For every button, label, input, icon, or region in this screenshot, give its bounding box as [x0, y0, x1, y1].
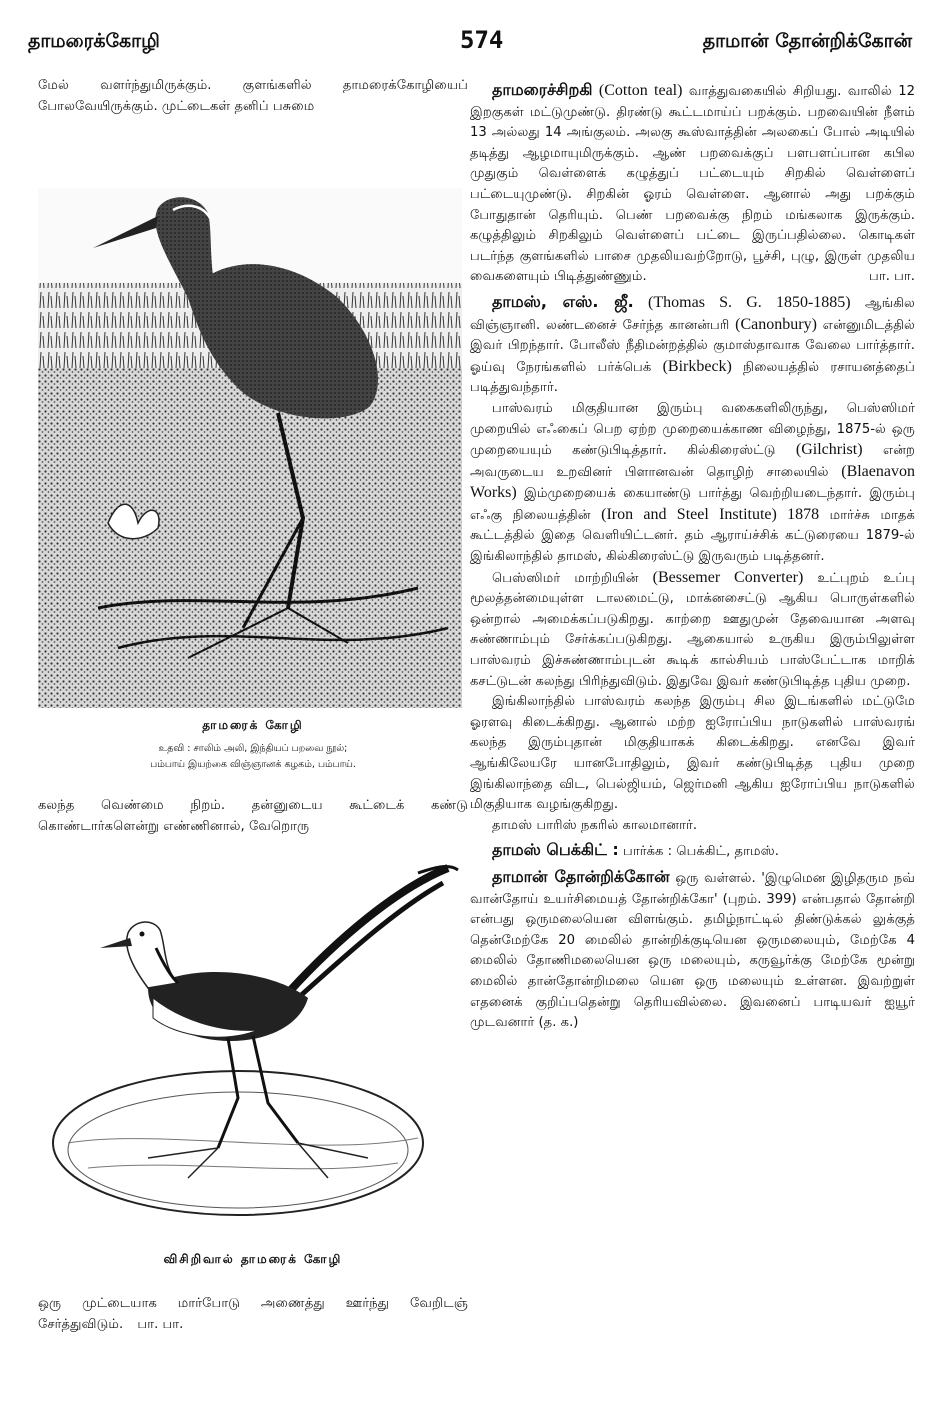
entry-cotton-teal: [470, 80, 915, 288]
latin-cotton-teal: (Cotton teal): [598, 82, 683, 99]
thomas-para1-text-b: என்னுமிடத்தில் இவர் பிறந்தார். போலீஸ் நீதிமன்றத்தில் குமாஸ்தாவாக வேலை பார்த்தார். ஓய்வு நேரங்களில் பர்க்பெக்: [470, 317, 915, 375]
figure-pheasant-tailed-jacana: [38, 858, 468, 1238]
pheasant-tailed-jacana-illustration: [38, 858, 462, 1238]
page-number: 574: [460, 26, 504, 54]
left-bottom-paragraph: ஒரு முட்டையாக மார்போடு அணைத்து ஊர்ந்து வேறிடஞ் சேர்த்துவிடும்.: [38, 1296, 468, 1332]
signature-thaman-thondrikkon: (த. க.): [538, 1015, 579, 1031]
right-column: [470, 80, 915, 1034]
figure1-credit-line1: உதவி : சாலிம் அலி, இந்தியப் பறவை நூல்;: [158, 743, 348, 754]
headword-thaman-thondrikkon: தாமான் தோன்றிக்கோன்: [492, 866, 670, 886]
latin-thomas: (Thomas S. G. 1850-1885): [648, 293, 851, 311]
entry-thomas: [470, 292, 915, 399]
thomas-paragraph-4: இங்கிலாந்தில் பாஸ்வரம் கலந்த இரும்பு சில இடங்களில் மட்டுமே ஓரளவு கிடைக்கிறது. ஆனால் மற்ற ஐரோப்பிய நாடுகளில் பாஸ்வரங் கலந்த இரும்புதான் மிகுதியாகக் கிடைக்கிறது. எனவே இவர் ஆங்கிலேயரே யானபோதிலும், இவர் கண்டுபிடித்த புதிய முறை இங்கிலாந்தை விட, பெல்ஜியம், ஜெர்மனி ஆகிய ஐரோப்பிய நாடுகளில் மிகுதியாக வழங்குகிறது.: [470, 694, 915, 813]
thomas-para1-latin-2: (Birkbeck): [662, 357, 732, 375]
signature-cotton-teal: பா. பா.: [869, 269, 915, 285]
thomas-para1-text-c: நிலையத்தில் ரசாயனத்தைப் படித்துவந்தார்.: [470, 359, 915, 396]
thomas-para2-latin-2: (Blaenavon Works): [470, 462, 915, 502]
thomas-para3-text-b: உட்புறம் உப்பு மூலத்தன்மையுள்ள டாலமைட்டு, மாக்னசைட்டு ஆகிய பொருள்களில் ஒன்றால் அமைக்கப்படுகிறது. காற்றை ஊதுமுன் தேவையான அளவு சுண்ணாம்பும் சேர்க்கப்படுகிறது. ஆகையால் உருகிய இரும்பிலுள்ள பாஸ்வரம் இச்சுண்ணாம்புடன் கூடிக் கால்சியம் பாஸ்பேட்டாக மாறிக் கசட்டுடன் கலந்து பிரிந்துவிடும். இதுவே இவர் கண்டுபிடித்த புதிய முறை.: [470, 570, 915, 689]
entry-thomas-becket: [470, 840, 915, 863]
thomas-para3-text-a: பெஸ்ஸிமர் மாற்றியின்: [492, 570, 639, 586]
running-head-left: தாமரைக்கோழி: [28, 30, 160, 52]
figure1-caption: தாமரைக் கோழி: [202, 718, 304, 732]
figure2-caption: விசிறிவால் தாமரைக் கோழி: [163, 1252, 343, 1266]
text-thomas-becket: பார்க்க : பெக்கிட், தாமஸ்.: [623, 844, 779, 860]
thomas-para1-text-a: ஆங்கில விஞ்ஞானி. லண்டனைச் சேர்ந்த கானன்பரி: [470, 295, 915, 333]
headword-thomas: தாமஸ், எஸ். ஜீ.: [492, 291, 634, 311]
headword-cotton-teal: தாமரைச்சிறகி: [492, 80, 593, 99]
thomas-para2-text-a: பாஸ்வரம் மிகுதியான இரும்பு வகைகளிலிருந்து, பெஸ்ஸிமர் முறையில் எஃகைப் பெற ஏற்ற முறையைக்காண விழைந்து, 1875-ல் ஒரு முறையையும் கண்டுபிடித்தார். கில்கிரைஸ்ட்டு: [470, 400, 915, 459]
text-thaman-thondrikkon: ஒரு வள்ளல். 'இழுமென இழிதரும நவ் வான்தோய் உயர்சிமையத் தோன்றிக்கோ' (புறம். 399) என்பதால் தோன்றி என்பது ஒருமலையென விளங்கும். தமிழ்நாட்டில் திண்டுக்கல் லுக்குத் தென்மேற்கே 20 மைலில் தான்றிக்குடியென ஒருமலையும், மேற்கே 4 மைலில் தோணிமலையென ஒரு மலையும், கருவூர்க்கு மேற்கே மூன்று மைலில் தான்தோன்றிமலை யென ஒரு மலையும் உள்ளன. இவற்றுள் எதனைக் குறிப்பதென்று தெரியவில்லை. இவனைப் பாடியவர் ஐயூர் முடவனார்: [470, 870, 915, 1031]
thomas-para2-latin-1: (Gilchrist): [795, 441, 863, 459]
thomas-para1-latin-1: (Canonbury): [735, 315, 817, 333]
thomas-paragraph-3: [470, 568, 915, 693]
thomas-para2-text-b: என்ற அவருடைய உறவினர் பிளானவன் தொழிற் சாலையில்: [470, 443, 915, 480]
left-column-top: [38, 76, 468, 117]
thomas-paragraph-2: [470, 399, 915, 568]
thomas-para2-text-c: இம்முறையைக் கையாண்டு பார்த்து வெற்றியடைந்தார். இரும்பு எஃகு நிலையத்தின்: [470, 486, 915, 523]
page-header: [28, 26, 912, 60]
figure1-credit-line2: பம்பாய் இயற்கை விஞ்ஞானக் கழகம், பம்பாய்.: [150, 759, 356, 770]
headword-thomas-becket: தாமஸ் பெக்கிட் :: [492, 840, 619, 860]
left-column-middle: [38, 796, 468, 837]
text-cotton-teal: வாத்துவகையில் சிறியது. வாலில் 12 இறகுகள் மட்டுமுண்டு. திரண்டு கூட்டமாய்ப் பறக்கும். பறவையின் நீளம் 13 அல்லது 14 அங்குலம். அலகு கூஸ்வாத்தின் அலகைப் போல் அடியில் தடித்து ஆழமாயுமிருக்கும். ஆண் பறவைக்குப் பளபளப்பான கபில முதுகும் வெள்ளைக் கழுத்துப் பட்டையும் சிறகில் வெள்ளைப் பட்டையுமுண்டு. சிறகின் ஓரம் வெள்ளை. ஆனால் அது பறக்கும் போதுதான் தெரியும். பெண் பறவைக்கு நிறம் மங்கலாக இருக்கும். கழுத்திலும் சிறகிலும் வெள்ளைப் பட்டை இருப்பதில்லை. கொடிகள் படர்ந்த குளங்களில் பாசை முதலியவற்றோடு, பூச்சி, புழு, இருள் முதலிய வைகளையும் பிடித்துண்ணும்.: [470, 84, 915, 285]
thomas-para3-latin: (Bessemer Converter): [652, 568, 804, 586]
left-bottom-signature: பா. பா.: [137, 1316, 184, 1332]
jacana-illustration: [38, 188, 462, 708]
left-middle-paragraph: கலந்த வெண்மை நிறம். தன்னுடைய கூட்டைக் கண்டு கொண்டார்களென்று எண்ணினால், வேறொரு: [38, 798, 468, 834]
thomas-para2-text-d: மார்ச்சு மாதக் கூட்டத்தில் இதை வெளியிட்டனர். தம் ஆராய்ச்சிக் கட்டுரையை 1879-ல் இங்கிலாந்தில் தாமஸ், கில்கிரைஸ்ட்டு இருவரும் படித்தனர்.: [470, 507, 915, 565]
thomas-para2-latin-3: (Iron and Steel Institute) 1878: [601, 505, 820, 523]
figure-jacana: [38, 188, 468, 708]
entry-thaman-thondrikkon: [470, 867, 915, 1034]
left-column-bottom: [38, 1294, 468, 1335]
thomas-paragraph-5: தாமஸ் பாரிஸ் நகரில் காலமானார்.: [492, 817, 698, 833]
running-head-right: தாமான் தோன்றிக்கோன்: [702, 30, 912, 52]
left-top-paragraph: மேல் வளர்ந்துமிருக்கும். குளங்களில் தாமரைக்கோழியைப் போலவேயிருக்கும். முட்டைகள் தனிப் பசுமை: [38, 78, 468, 114]
